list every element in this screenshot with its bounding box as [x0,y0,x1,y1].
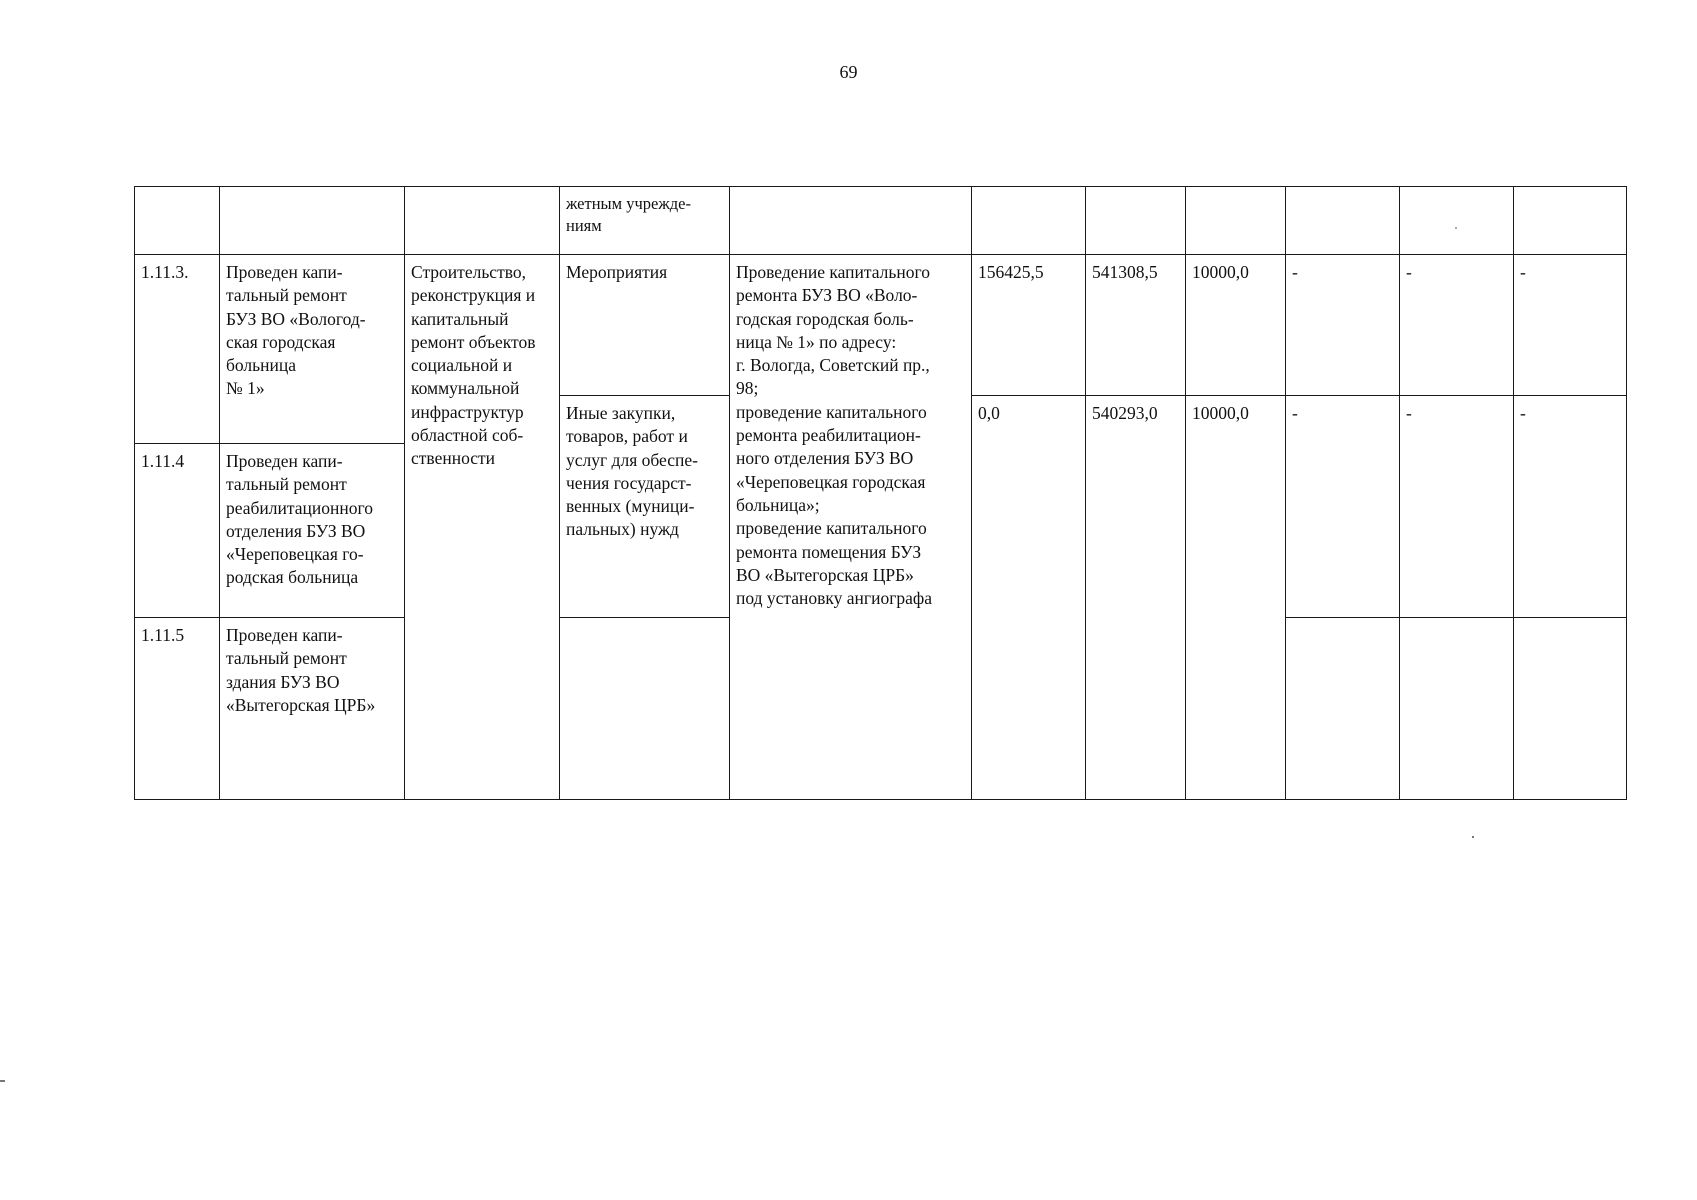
table-cell [1086,187,1186,255]
table-cell [1400,187,1514,255]
expense-type-cell: жетным учрежде- ниям [560,187,730,255]
table-cell [220,187,405,255]
expense-type-cell: Иные закупки, товаров, работ и услуг для обеспе- чения государст- венных (муници- пальных) нужд [560,396,730,618]
row-number-cell: 1.11.4 [135,444,220,618]
direction-cell: Строительство, реконструкция и капитальный ремонт объектов социальной и коммунальной инфраструктур областной соб- ственности [405,255,560,800]
table-row-continuation [135,187,1627,255]
table-cell [405,187,560,255]
value-cell: 541308,5 [1086,255,1186,396]
page-number: 69 [839,62,858,82]
table-cell [1400,618,1514,800]
value-cell: - [1514,255,1627,396]
table-cell [1514,618,1627,800]
value-cell: 540293,0 [1086,396,1186,800]
table-cell [1286,187,1400,255]
table-cell [135,187,220,255]
result-cell: Проведен капи- тальный ремонт реабилитационного отделения БУЗ ВО «Череповецкая го- родская больница [220,444,405,618]
description-cell: Проведение капитального ремонта БУЗ ВО «Воло- годская городская боль- ница № 1» по адресу: г. Вологда, Советский пр., 98; проведение капитального ремонта реабилитацион- ного отделения БУЗ ВО «Череповецкая городская больница»; проведение капитального ремонта помещения БУЗ ВО «Вытегорская ЦРБ» под установку ангиографа [730,255,972,800]
table-cell [1186,187,1286,255]
result-cell: Проведен капи- тальный ремонт здания БУЗ ВО «Вытегорская ЦРБ» [220,618,405,800]
table-cell [972,187,1086,255]
value-cell: - [1286,255,1400,396]
table-cell [1514,187,1627,255]
value-cell: - [1286,396,1400,618]
result-cell: Проведен капи- тальный ремонт БУЗ ВО «Вологод- ская городская больница № 1» [220,255,405,444]
value-cell: 156425,5 [972,255,1086,396]
value-cell: - [1514,396,1627,618]
row-number-cell: 1.11.3. [135,255,220,444]
value-cell: 0,0 [972,396,1086,800]
scan-mark-left [0,1080,5,1082]
value-cell: 10000,0 [1186,255,1286,396]
value-cell: - [1400,396,1514,618]
expense-type-cell: Мероприятия [560,255,730,396]
row-number-cell: 1.11.5 [135,618,220,800]
table-cell [1286,618,1400,800]
scan-mark-dot [1472,836,1474,838]
value-cell: 10000,0 [1186,396,1286,800]
table-row [135,255,1627,396]
table-cell [560,618,730,800]
value-cell: - [1400,255,1514,396]
program-activities-table [134,186,1627,800]
table-cell [730,187,972,255]
